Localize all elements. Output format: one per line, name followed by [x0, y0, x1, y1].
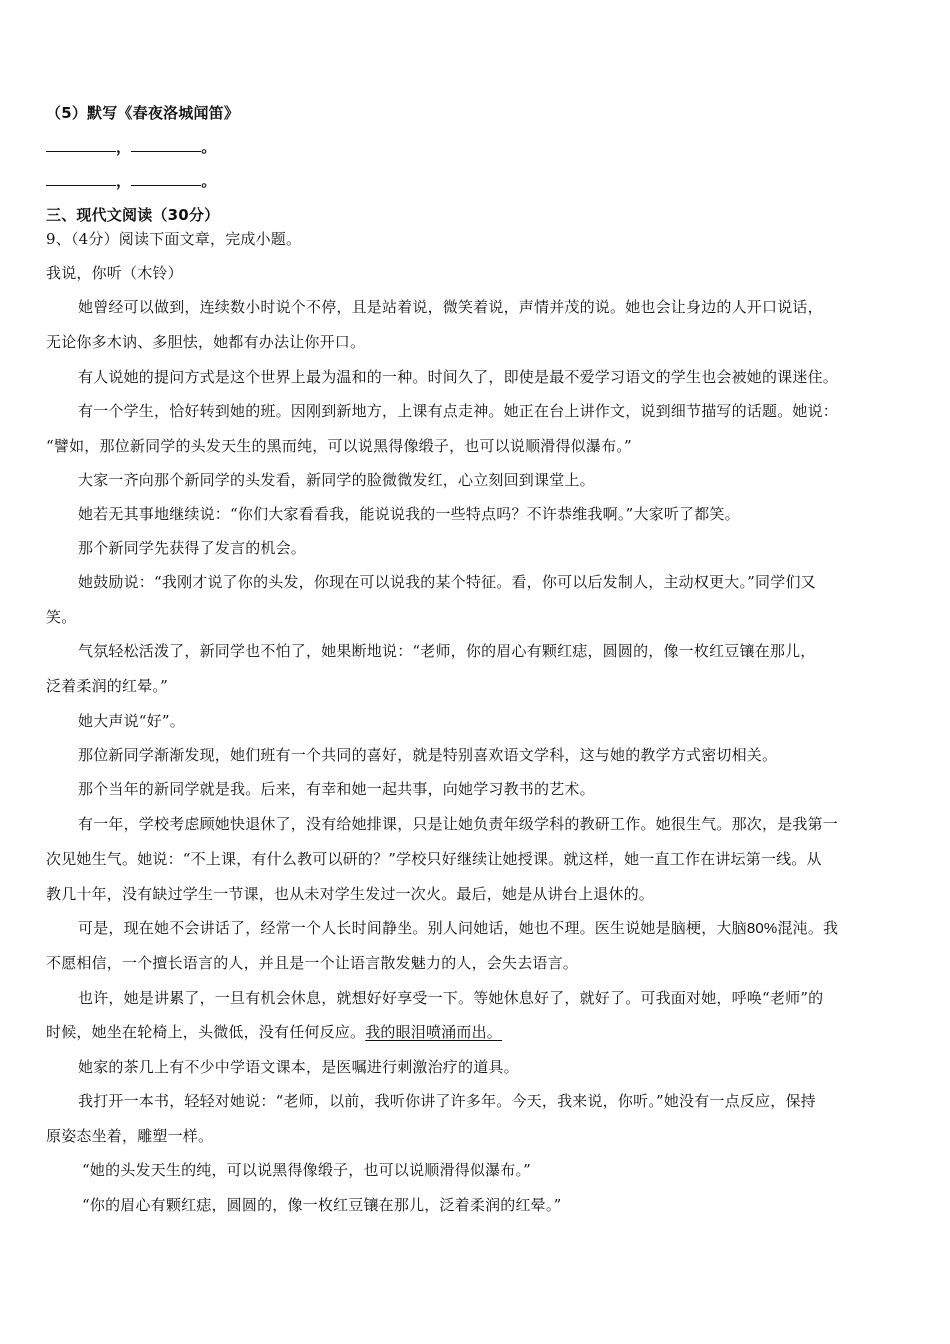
- blank-separator: ，: [116, 138, 132, 156]
- answer-blank[interactable]: [46, 137, 116, 152]
- paragraph-line: 她家的茶几上有不少中学语文课本，是医嘱进行刺激治疗的道具。: [78, 1058, 519, 1076]
- paragraph-line: 她鼓励说：“我刚才说了你的头发，你现在可以说我的某个特征。看，你可以后发制人，主动权更大。”同学们又: [78, 573, 816, 591]
- blank-line-2: [46, 171, 908, 191]
- paragraph-line: “譬如，那位新同学的头发天生的黑而纯，可以说黑得像缎子，也可以说顺滑得似瀑布。”: [46, 437, 632, 455]
- paragraph-line: 那个当年的新同学就是我。后来，有幸和她一起共事，向她学习教书的艺术。: [78, 780, 595, 798]
- answer-blank[interactable]: [131, 137, 201, 152]
- paragraph-line: “她的头发天生的纯，可以说黑得像缎子，也可以说顺滑得似瀑布。”: [82, 1161, 532, 1179]
- text-run: 可是，现在她不会讲话了，经常一个人长时间静坐。别人问她话，她也不理。医生说她是脑梗，大脑: [78, 919, 747, 937]
- paragraph-line: 有一个学生，恰好转到她的班。因刚到新地方，上课有点走神。她正在台上讲作文，说到细节描写的话题。她说：: [78, 402, 839, 420]
- paragraph-line: 那位新同学渐渐发现，她们班有一个共同的喜好，就是特别喜欢语文学科，这与她的教学方式密切相关。: [78, 746, 778, 764]
- section-5-title: （5）默写《春夜洛城闻笛》: [46, 104, 240, 122]
- paragraph-line: 泛着柔润的红晕。”: [46, 677, 168, 695]
- answer-blank[interactable]: [46, 171, 116, 186]
- paragraph-line: 有一年，学校考虑顾她快退休了，没有给她排课，只是让她负责年级学科的教研工作。她很生气。那次，是我第一: [78, 815, 839, 833]
- paragraph-line: 不愿相信，一个擅长语言的人，并且是一个让语言散发魅力的人，会失去语言。: [46, 954, 579, 972]
- paragraph-line: 教几十年，没有缺过学生一节课，也从未对学生发过一次火。最后，她是从讲台上退休的。: [46, 885, 655, 903]
- article-title: 我说，你听（木铃）: [46, 264, 183, 282]
- text-run: 时候，她坐在轮椅上，头微低，没有任何反应。: [46, 1023, 366, 1041]
- paragraph-line: 无论你多木讷、多胆怯，她都有办法让你开口。: [46, 333, 366, 351]
- underlined-sentence: 我的眼泪喷涌而出。: [365, 1023, 503, 1041]
- blank-line-1: [46, 137, 908, 157]
- question-9: 9、（4分）阅读下面文章，完成小题。: [46, 230, 302, 248]
- paragraph-line: 有人说她的提问方式是这个世界上最为温和的一种。时间久了，即使是最不爱学习语文的学生也会被她的课迷住。: [78, 368, 839, 386]
- paragraph-line: 也许，她是讲累了，一旦有机会休息，就想好好享受一下。等她休息好了，就好了。可我面对她，呼唤“老师”的: [78, 989, 824, 1007]
- paragraph-line: 她若无其事地继续说：“你们大家看看我，能说说我的一些特点吗？不许恭维我啊。”大家听了都笑。: [78, 505, 740, 523]
- paragraph-line: 次见她生气。她说：“不上课，有什么教可以研的？”学校只好继续让她授课。就这样，她一直工作在讲坛第一线。从: [46, 850, 822, 868]
- percentage-value: 80%: [746, 920, 778, 937]
- paragraph-line: “你的眉心有颗红痣，圆圆的，像一枚红豆镶在那儿，泛着柔润的红晕。”: [82, 1196, 562, 1214]
- section-3-title: 三、现代文阅读（30分）: [46, 206, 220, 224]
- paragraph-line: [46, 1022, 908, 1042]
- paragraph-line: 她曾经可以做到，连续数小时说个不停，且是站着说，微笑着说，声情并茂的说。她也会让身边的人开口说话，: [78, 298, 823, 316]
- paragraph-line: 那个新同学先获得了发言的机会。: [78, 539, 307, 557]
- paragraph-line: [78, 918, 908, 939]
- paragraph-line: 大家一齐向那个新同学的头发看，新同学的脸微微发红，心立刻回到课堂上。: [78, 471, 595, 489]
- paragraph-line: 气氛轻松活泼了，新同学也不怕了，她果断地说：“老师，你的眉心有颗红痣，圆圆的，像一枚红豆镶在那儿，: [78, 642, 816, 660]
- paragraph-line: 笑。: [46, 608, 77, 626]
- blank-end: 。: [201, 172, 217, 190]
- text-run: 混沌。我: [777, 919, 839, 937]
- blank-separator: ，: [116, 172, 132, 190]
- paragraph-line: 她大声说“好”。: [78, 712, 185, 730]
- paragraph-line: 我打开一本书，轻轻对她说：“老师，以前，我听你讲了许多年。今天，我来说，你听。”她没有一点反应，保持: [78, 1092, 816, 1110]
- paragraph-line: 原姿态坐着，雕塑一样。: [46, 1127, 214, 1145]
- answer-blank[interactable]: [131, 171, 201, 186]
- blank-end: 。: [201, 138, 217, 156]
